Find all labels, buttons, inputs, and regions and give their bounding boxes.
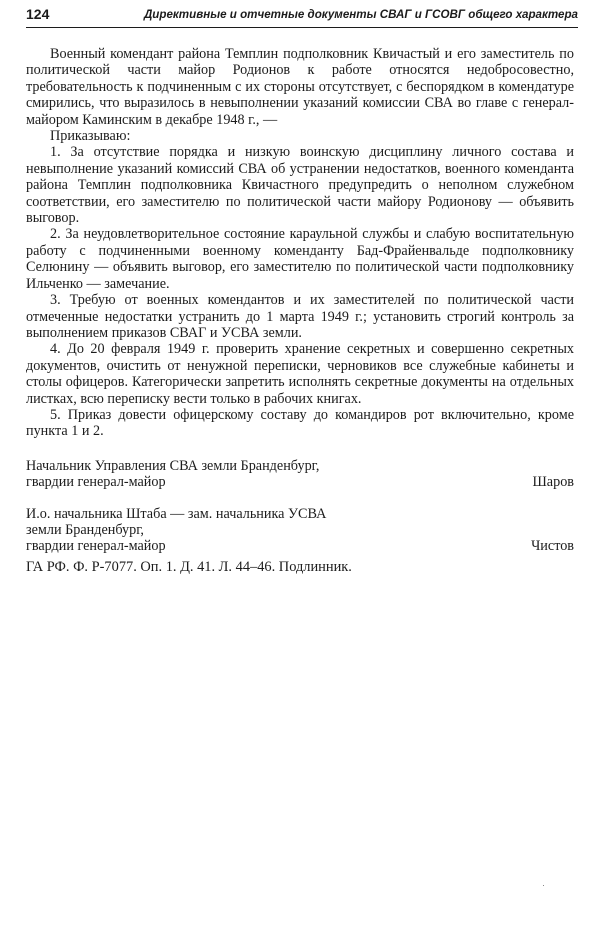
page-header (26, 5, 578, 27)
page-number: 124 (26, 6, 50, 22)
order-item-1: 1. За отсутствие порядка и низкую воинскую дисциплину личного состава и невыполнение указаний комиссий СВА об устранении недостатков, военного коменданта района Темплин подполковника Квичастного предупредить о неполном служебном соответствии, его заместителю по политической части майору Родионову — объявить выговор. (26, 144, 574, 227)
signature-title-line: Начальник Управления СВА земли Бранденбург, (26, 457, 320, 474)
order-item-4: 4. До 20 февраля 1949 г. проверить хранение секретных и совершенно секретных документов, очистить от ненужной переписки, черновиков все служебные кабинеты и столы офицеров. Категорически запретить исполнять секретные документы на отдельных листках, всю переписку вести только в рабочих книгах. (26, 341, 574, 407)
archive-source-note: ГА РФ. Ф. Р-7077. Оп. 1. Д. 41. Л. 44–46. Подлинник. (26, 558, 352, 575)
signature-block-1 (26, 458, 574, 491)
signature-title-line: земли Бранденбург, (26, 521, 144, 538)
signature-name: Чистов (531, 538, 574, 555)
signature-block-2 (26, 506, 574, 555)
order-item-2: 2. За неудовлетворительное состояние караульной службы и слабую воспитательную работу с подчиненными военному коменданту Бад-Фрайенвальде подполковнику Селюнину — объявить выговор, его заместителю по политической части подполковнику Ильченко — замечание. (26, 226, 574, 292)
running-title: Директивные и отчетные документы СВАГ и ГСОВГ общего характера (143, 8, 578, 21)
document-body (26, 46, 574, 575)
signature-title-line: И.о. начальника Штаба — зам. начальника УСВА (26, 505, 327, 522)
signature-title (26, 458, 466, 491)
signatures (26, 458, 574, 555)
signature-title (26, 506, 466, 555)
signature-title-line: гвардии генерал-майор (26, 538, 166, 555)
signature-name: Шаров (532, 474, 574, 491)
intro-paragraph: Военный комендант района Темплин подполковник Квичастый и его заместитель по политической части майор Родионов к работе относятся недобросовестно, требовательность к подчиненным с их стороны отсутствует, с беспорядком в комендатуре смирились, что выразилось в невыполнении указаний комиссии СВА во главе с генерал-майором Каминским в декабре 1948 г., — (26, 46, 574, 128)
header-rule (26, 27, 578, 28)
order-heading: Приказываю: (50, 128, 131, 145)
signature-title-line: гвардии генерал-майор (26, 474, 166, 491)
order-item-5: 5. Приказ довести офицерскому составу до командиров рот включительно, кроме пункта 1 и 2. (26, 406, 574, 440)
print-speck (543, 885, 544, 886)
order-item-3: 3. Требую от военных комендантов и их заместителей по политической части отмеченные недостатки устранить до 1 марта 1949 г.; установить строгий контроль за выполнением приказов СВАГ и УСВА земли. (26, 292, 574, 341)
